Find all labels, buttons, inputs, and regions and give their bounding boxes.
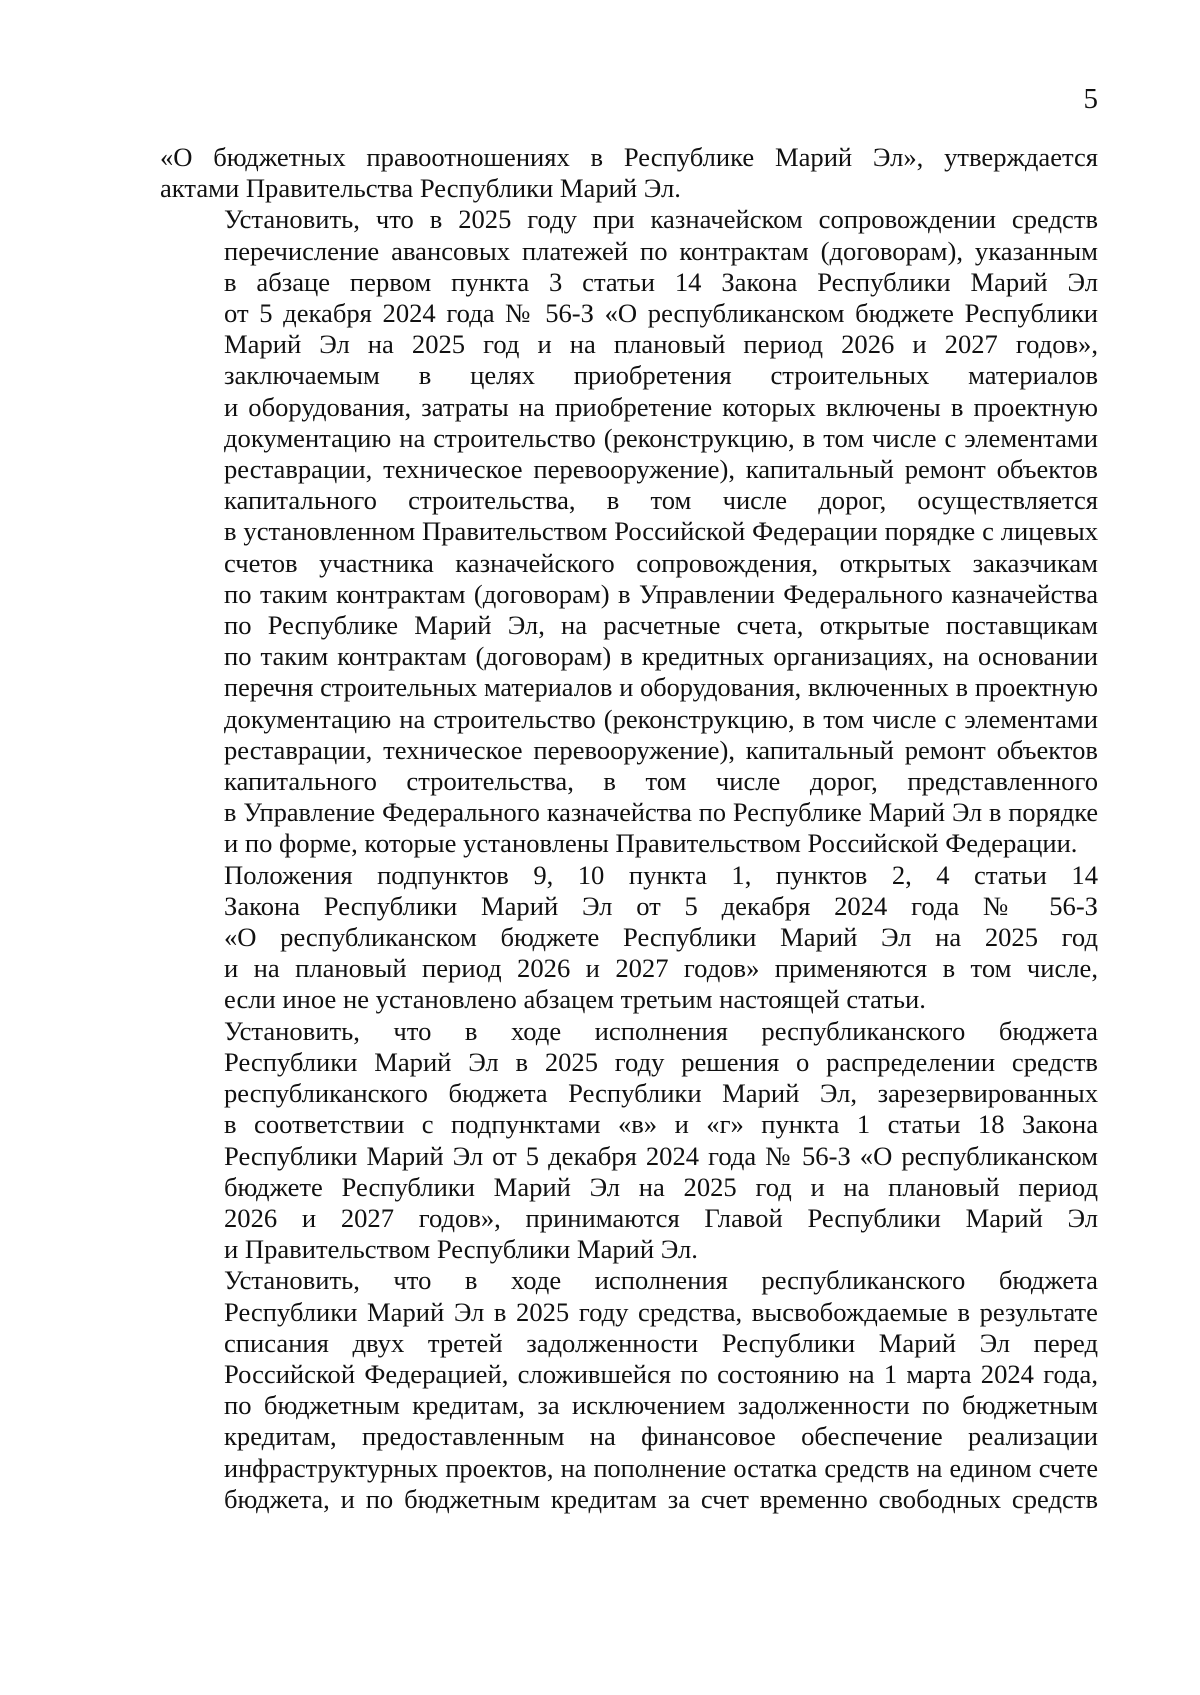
text-line: капитального строительства, в том числе дорог, осуществляется [224, 485, 1098, 516]
text-line: 2026 и 2027 годов», принимаются Главой Республики Марий Эл [224, 1202, 1098, 1233]
document-body [160, 142, 1098, 1515]
paragraph [160, 1265, 1098, 1515]
text-line: и по форме, которые установлены Правительством Российской Федерации. [224, 828, 1078, 859]
text-line: в абзаце первом пункта 3 статьи 14 Закона Республики Марий Эл [224, 266, 1098, 297]
text-line: в соответствии с подпунктами «в» и «г» пункта 1 статьи 18 Закона [224, 1109, 1098, 1140]
page-number: 5 [1083, 83, 1098, 115]
text-line: «О республиканском бюджете Республики Марий Эл на 2025 год [224, 922, 1098, 953]
text-line: капитального строительства, в том числе дорог, представленного [224, 766, 1098, 797]
text-line: от 5 декабря 2024 года № 56-З «О республиканском бюджете Республики [224, 298, 1098, 329]
text-line: документацию на строительство (реконструкцию, в том числе с элементами [224, 703, 1098, 734]
text-line: в установленном Правительством Российской Федерации порядке с лицевых [224, 516, 1098, 547]
text-line: по таким контрактам (договорам) в Управлении Федерального казначейства [224, 578, 1098, 609]
text-line: актами Правительства Республики Марий Эл. [160, 173, 681, 204]
text-line: Установить, что в ходе исполнения республиканского бюджета [224, 1265, 1098, 1296]
text-line: если иное не установлено абзацем третьим настоящей статьи. [224, 984, 926, 1015]
text-line: Закона Республики Марий Эл от 5 декабря 2024 года № 56-З [224, 890, 1098, 921]
paragraph [160, 142, 1098, 204]
text-line: Республики Марий Эл в 2025 году средства, высвобождаемые в результате [224, 1296, 1098, 1327]
text-line: Установить, что в 2025 году при казначейском сопровождении средств [224, 204, 1098, 235]
text-line: в Управление Федерального казначейства по Республике Марий Эл в порядке [224, 798, 1098, 828]
text-line: «О бюджетных правоотношениях в Республике Марий Эл», утверждается [160, 142, 1098, 172]
text-line: реставрации, техническое перевооружение), капитальный ремонт объектов [224, 454, 1098, 485]
text-line: реставрации, техническое перевооружение), капитальный ремонт объектов [224, 734, 1098, 765]
text-line: бюджета, и по бюджетным кредитам за счет временно свободных средств [224, 1483, 1098, 1514]
text-line: счетов участника казначейского сопровождения, открытых заказчикам [224, 547, 1098, 578]
text-line: республиканского бюджета Республики Марий Эл, зарезервированных [224, 1078, 1098, 1109]
text-line: перечня строительных материалов и оборудования, включенных в проектную [224, 673, 1098, 703]
text-line: списания двух третей задолженности Республики Марий Эл перед [224, 1327, 1098, 1358]
text-line: бюджете Республики Марий Эл на 2025 год и на плановый период [224, 1171, 1098, 1202]
text-line: Республики Марий Эл от 5 декабря 2024 года № 56-З «О республиканском [224, 1140, 1098, 1171]
text-line: Российской Федерацией, сложившейся по состоянию на 1 марта 2024 года, [224, 1358, 1098, 1389]
text-line: документацию на строительство (реконструкцию, в том числе с элементами [224, 422, 1098, 453]
text-line: по таким контрактам (договорам) в кредитных организациях, на основании [224, 641, 1098, 672]
text-line: Республики Марий Эл в 2025 году решения о распределении средств [224, 1046, 1098, 1077]
paragraph [160, 860, 1098, 1016]
text-line: и на плановый период 2026 и 2027 годов» применяются в том числе, [224, 953, 1098, 984]
text-line: кредитам, предоставленным на финансовое обеспечение реализации [224, 1421, 1098, 1452]
text-line: инфраструктурных проектов, на пополнение остатка средств на едином счете [224, 1453, 1098, 1483]
text-line: перечисление авансовых платежей по контрактам (договорам), указанным [224, 235, 1098, 266]
text-line: по Республике Марий Эл, на расчетные счета, открытые поставщикам [224, 610, 1098, 641]
paragraph [160, 1016, 1098, 1266]
text-line: Марий Эл на 2025 год и на плановый период 2026 и 2027 годов», [224, 329, 1098, 360]
text-line: по бюджетным кредитам, за исключением задолженности по бюджетным [224, 1390, 1098, 1421]
text-line: и оборудования, затраты на приобретение которых включены в проектную [224, 391, 1098, 422]
text-line: заключаемым в целях приобретения строительных материалов [224, 360, 1098, 391]
paragraph [160, 204, 1098, 859]
text-line: Установить, что в ходе исполнения республиканского бюджета [224, 1015, 1098, 1046]
text-line: и Правительством Республики Марий Эл. [224, 1234, 698, 1265]
text-line: Положения подпунктов 9, 10 пункта 1, пунктов 2, 4 статьи 14 [224, 859, 1098, 890]
